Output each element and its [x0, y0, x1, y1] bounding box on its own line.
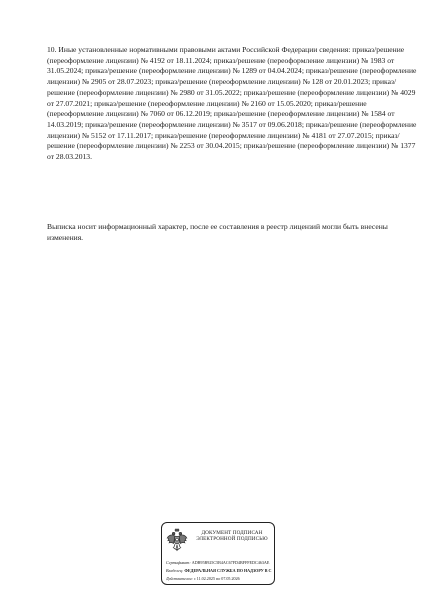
- certificate-line: [166, 560, 272, 565]
- certificate-label: Сертификат:: [166, 560, 191, 565]
- validity-value: с 11.02.2025 по 07.05.2026: [193, 576, 240, 581]
- disclaimer-note: Выписка носит информационный характер, после ее составления в реестр лицензий могли быть внесены изменения.: [47, 222, 388, 242]
- certificate-value: ADB95B925C5B4AC67FD4BFFFEDC463AE: [191, 560, 270, 565]
- item-10-text: 10. Иные установленные нормативными правовыми актами Российской Федерации сведения: приказ/решение (переоформление лицензии) № 4192 от 18.11.2024; приказ/решение (переоформление лицензии) № 1983 от 31.05.2024; приказ/решение (переоформление лицензии) № 1289 от 04.04.2024; приказ/решение (переоформление лицензии) № 2905 от 28.07.2023; приказ/решение (переоформление лицензии) № 128 от 20.01.2023; приказ/решение (переоформление лицензии) № 2980 от 31.05.2022; приказ/решение (переоформление лицензии) № 4029 от 27.07.2021; приказ/решение (переоформление лицензии) № 2160 от 15.05.2020; приказ/решение (переоформление лицензии) № 7060 от 06.12.2019; приказ/решение (переоформление лицензии) № 1584 от 14.03.2019; приказ/решение (переоформление лицензии) № 3517 от 09.06.2018; приказ/решение (переоформление лицензии) № 5152 от 17.11.2017; приказ/решение (переоформление лицензии) № 4181 от 27.07.2015; приказ/решение (переоформление лицензии) № 2253 от 30.04.2015; приказ/решение (переоформление лицензии) № 1377 от 28.03.2013.: [47, 45, 417, 162]
- validity-line: [166, 576, 272, 581]
- stamp-title-line-1: ДОКУМЕНТ ПОДПИСАН: [201, 530, 263, 536]
- stamp-title: [192, 530, 272, 542]
- electronic-signature-stamp: [161, 522, 275, 585]
- owner-value: ФЕДЕРАЛЬНАЯ СЛУЖБА ПО НАДЗОРУ В С: [184, 568, 272, 573]
- stamp-title-line-2: ЭЛЕКТРОННОЙ ПОДПИСЬЮ: [196, 536, 268, 543]
- owner-line: [166, 568, 272, 573]
- coat-of-arms-icon: [166, 528, 188, 554]
- owner-label: Владелец:: [166, 568, 184, 573]
- validity-label: Действителен:: [166, 576, 193, 581]
